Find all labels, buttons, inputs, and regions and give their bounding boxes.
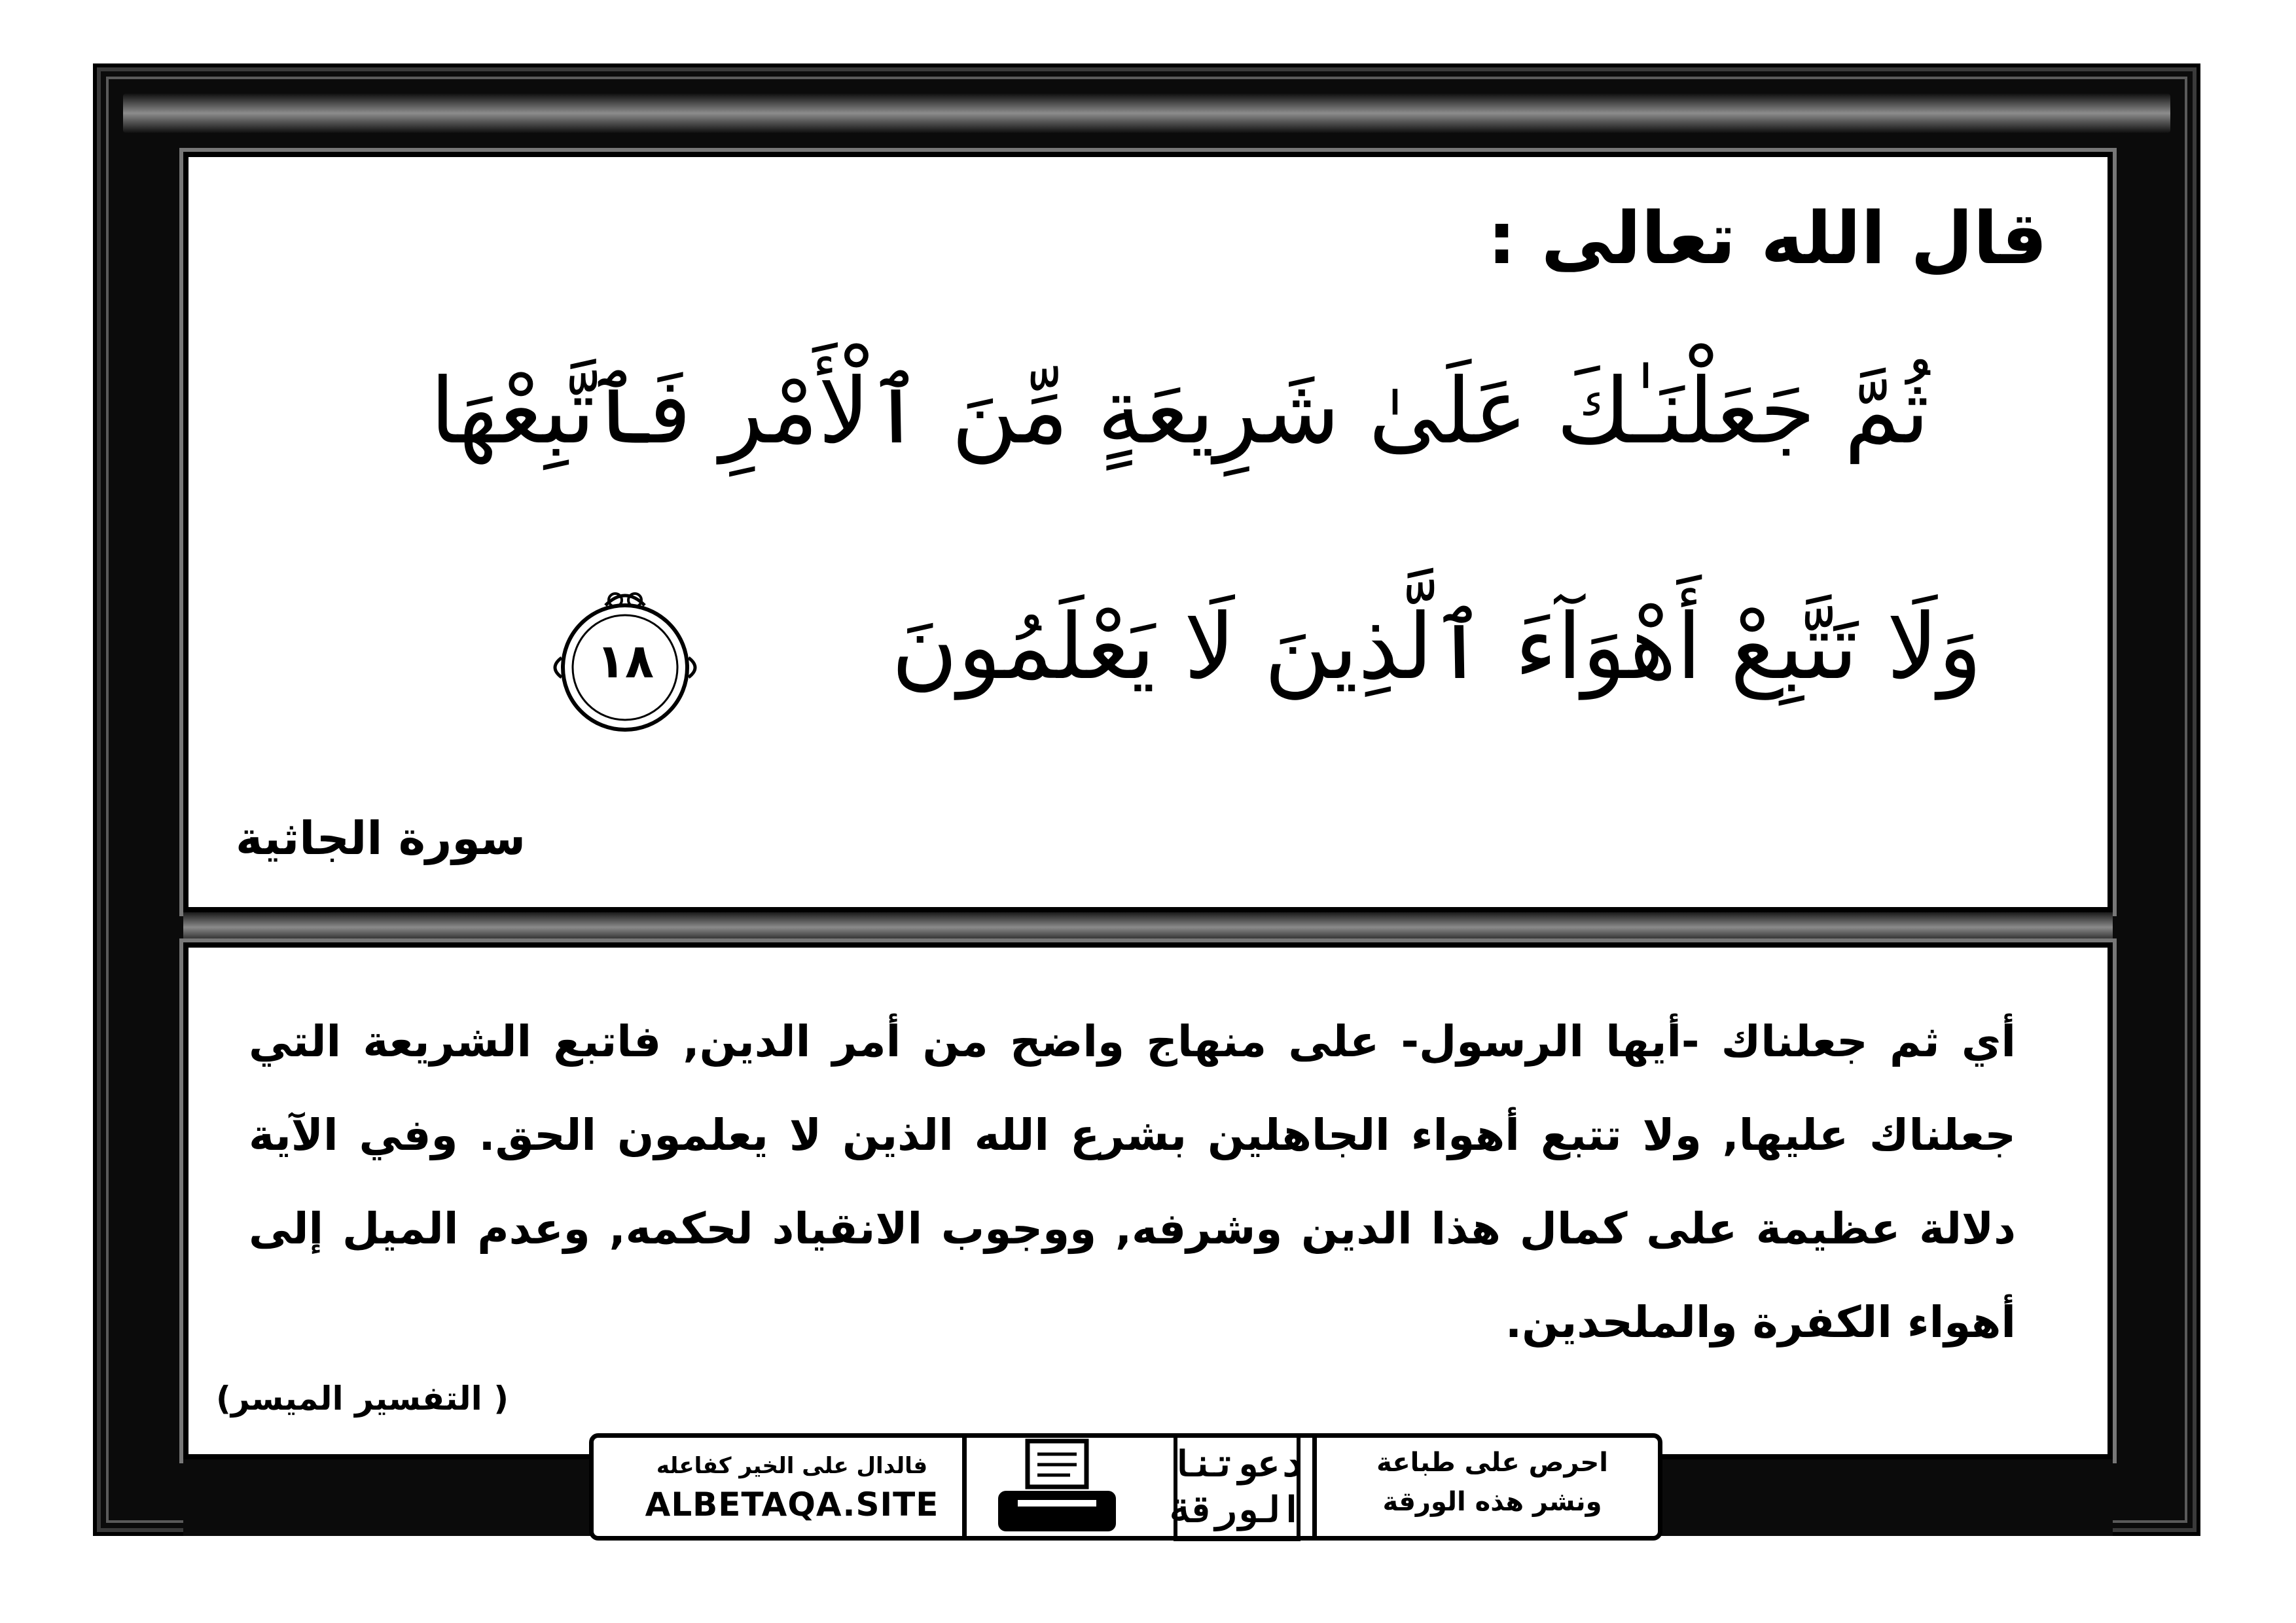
appeal-line-2: ونشر هذه الورقة — [1382, 1487, 1602, 1517]
heading: قال الله تعالى : — [1487, 196, 2047, 280]
verse-line-1: ثُمَّ جَعَلْنَـٰكَ عَلَىٰ شَرِيعَةٍ مِّنَ ٱلْأَمْرِ فَٱتَّبِعْهَا — [430, 359, 1929, 464]
ayah-marker — [543, 579, 707, 743]
logo-line-1: دعوتنا — [1170, 1443, 1302, 1486]
verse-line-2: وَلَا تَتَّبِعْ أَهْوَآءَ ٱلَّذِينَ لَا يَعْلَمُونَ — [891, 594, 1982, 700]
footer-site-link[interactable]: ALBETAQA.SITE — [645, 1486, 939, 1524]
surah-name: سورة الجاثية — [236, 812, 526, 865]
panel-separator — [183, 912, 2113, 942]
tafsir-text: أي ثم جعلناك -أيها الرسول- على منهاج واضح من أمر الدين, فاتبع الشريعة التي جعلناك عليها, ولا تتبع أهواء الجاهلين بشرع الله الذين لا يعلمون الحق. وفي الآية دلالة عظيمة على كمال هذا الدين وشرفه, ووجوب الانقياد لحكمه, وعدم الميل إلى أهواء الكفرة والملحدين. — [249, 1016, 2016, 1347]
tafsir-source: ( التفسير الميسر) — [216, 1380, 509, 1418]
appeal-line-1: احرص على طباعة — [1376, 1448, 1608, 1478]
printer-icon — [992, 1437, 1122, 1535]
logo — [1172, 1432, 1302, 1543]
ayah-number: ١٨ — [596, 633, 654, 688]
footer-divider — [962, 1433, 967, 1541]
logo-line-2: الورقة — [1170, 1489, 1302, 1531]
footer-divider — [1312, 1433, 1317, 1541]
footer-slogan: فالدال على الخير كفاعله — [656, 1453, 928, 1479]
